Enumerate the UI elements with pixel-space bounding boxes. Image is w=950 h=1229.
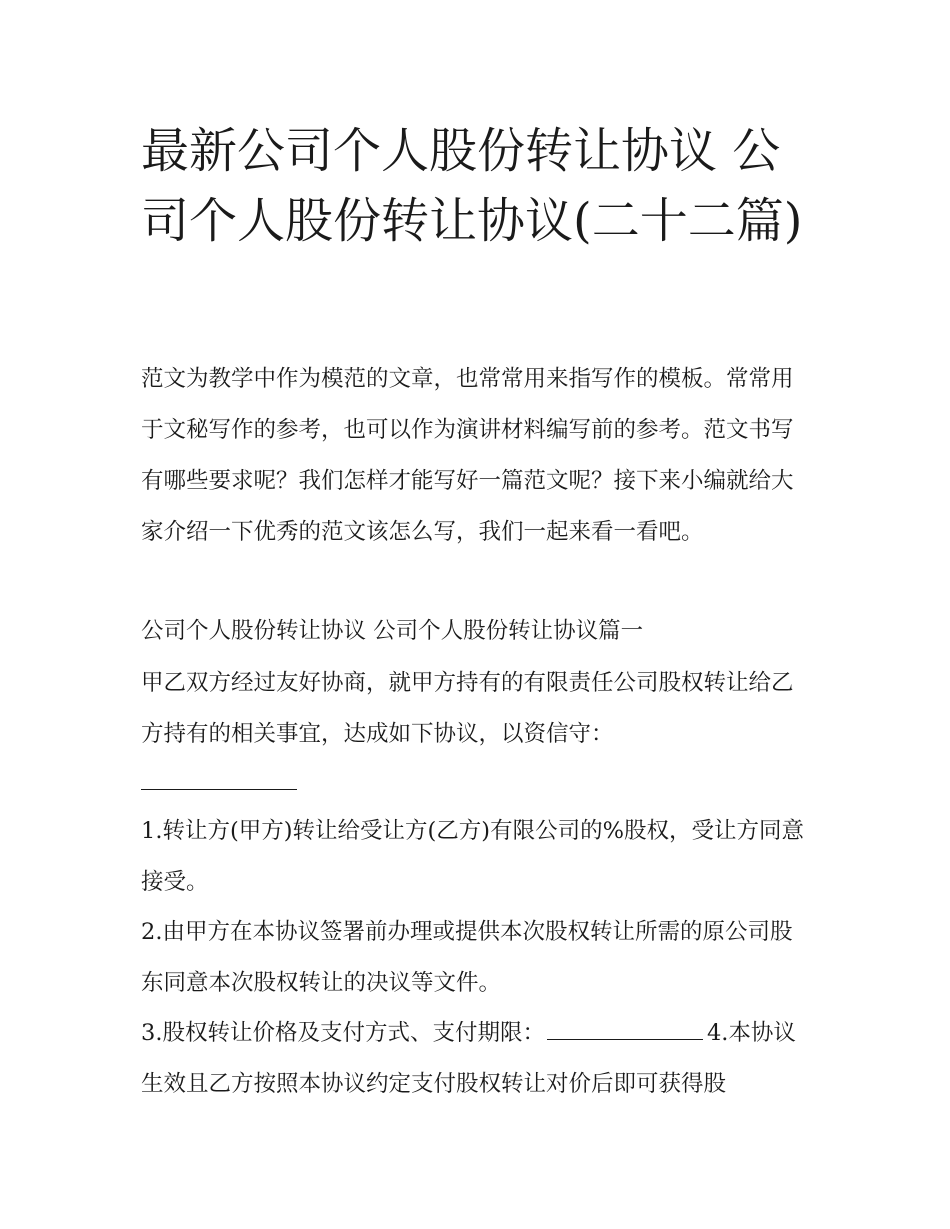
clause-item-1: 1.转让方(甲方)转让给受让方(乙方)有限公司的%股权，受让方同意接受。 xyxy=(141,818,804,895)
clause-item-2: 2.由甲方在本协议签署前办理或提供本次股权转让所需的原公司股东同意本次股权转让的决议等文件。 xyxy=(141,919,793,996)
clause-item-3-text: 3.股权转让价格及支付方式、支付期限： xyxy=(141,1020,545,1046)
section-heading: 公司个人股份转让协议 公司个人股份转让协议篇一 xyxy=(141,618,644,644)
payment-terms-blank xyxy=(547,1019,703,1040)
intro-paragraph: 范文为教学中作为模范的文章，也常常用来指写作的模板。常常用于文秘写作的参考，也可以作为演讲材料编写前的参考。范文书写有哪些要求呢？我们怎样才能写好一篇范文呢？接下来小编就给大家介绍一下优秀的范文该怎么写，我们一起来看一看吧。 xyxy=(141,366,794,545)
lead-paragraph: 甲乙双方经过友好协商，就甲方持有的有限责任公司股权转让给乙方持有的相关事宜，达成如下协议，以资信守： xyxy=(141,670,794,747)
fill-in-blank-line xyxy=(141,789,297,790)
clause-item-4-text: 4.本协议生效且乙方按照本协议约定支付股权转让对价后即可获得股 xyxy=(141,1020,796,1097)
clause-item-3 xyxy=(141,1008,813,1110)
document-title: 最新公司个人股份转让协议 公司个人股份转让协议(二十二篇) xyxy=(141,123,803,249)
